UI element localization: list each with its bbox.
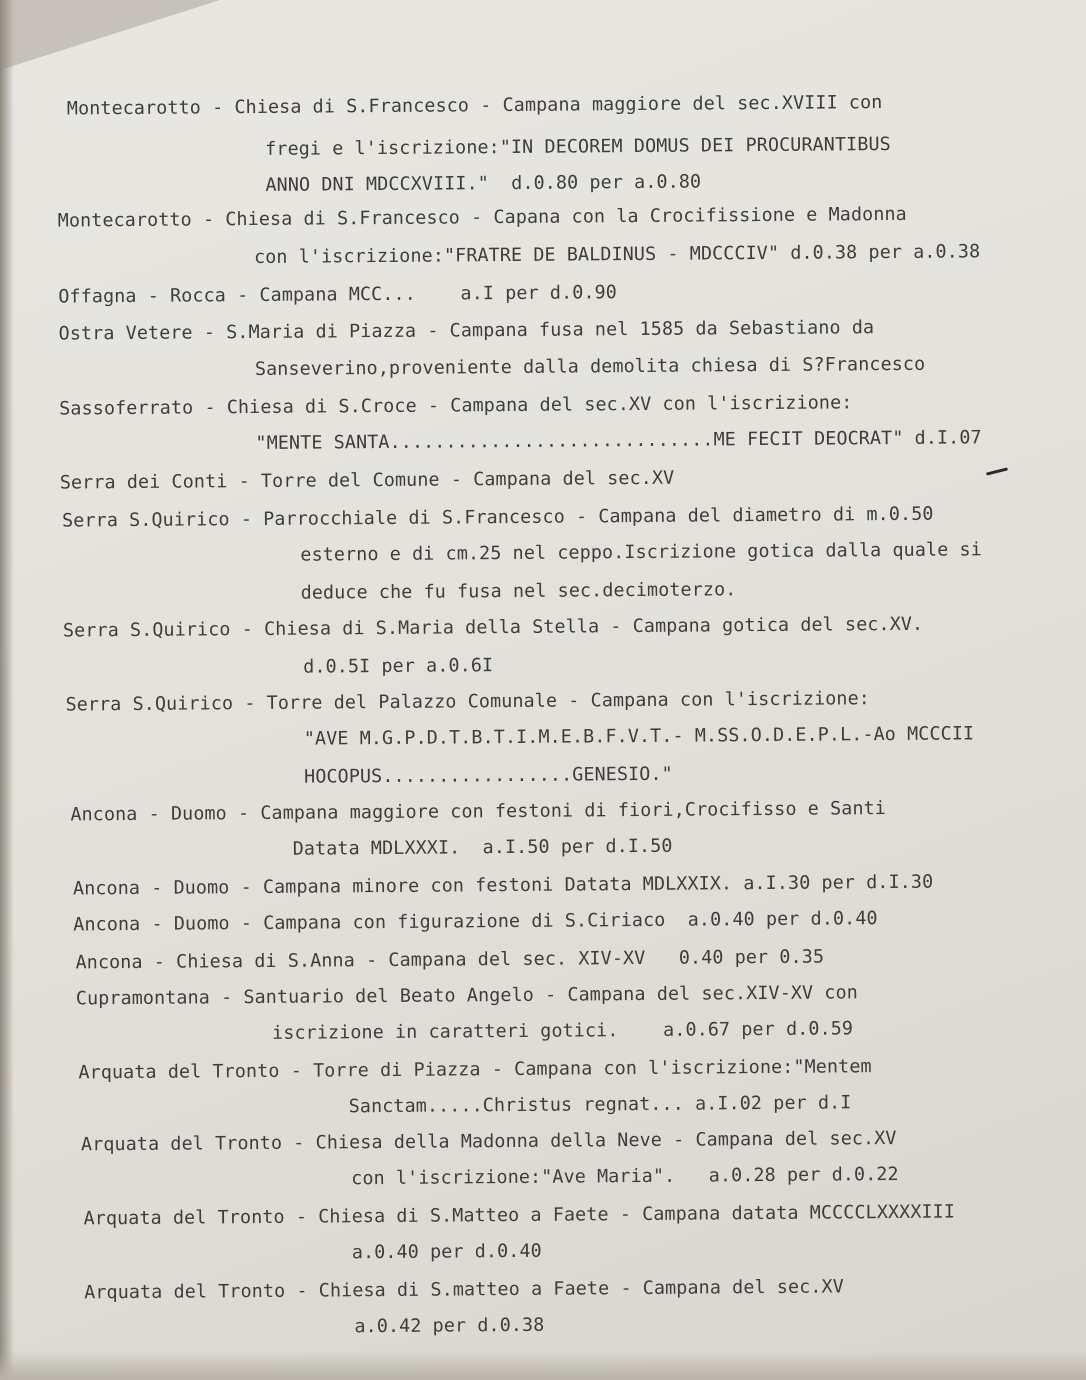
entry-line: a.0.42 per d.0.38 [354, 1314, 545, 1338]
entry-line: esterno e di cm.25 nel ceppo.Iscrizione gotica dalla quale si [300, 539, 982, 566]
entry-line: Montecarotto - Chiesa di S.Francesco - Campana maggiore del sec.XVIII con [66, 92, 883, 120]
entry-line: Serra S.Quirico - Torre del Palazzo Comunale - Campana con l'iscrizione: [65, 688, 870, 716]
entry-line: con l'iscrizione:"Ave Maria". a.0.28 per d.0.22 [351, 1163, 899, 1190]
entry-line: Cupramontana - Santuario del Beato Angelo - Campana del sec.XIV-XV con [75, 982, 858, 1010]
entry-line: Ancona - Chiesa di S.Anna - Campana del sec. XIV-XV 0.40 per 0.35 [75, 946, 825, 974]
entry-line: deduce che fu fusa nel sec.decimoterzo. [300, 579, 737, 604]
entry-line: ANNO DNI MDCCXVIII." d.0.80 per a.0.80 [265, 171, 702, 196]
entry-line: iscrizione in caratteri gotici. a.0.67 per d.0.59 [272, 1018, 854, 1044]
entry-line: Arquata del Tronto - Torre di Piazza - Campana con l'iscrizione:"Mentem [78, 1056, 872, 1084]
entry-line: Offagna - Rocca - Campana MCC... a.I per d.0.90 [58, 282, 618, 308]
entry-line: Ancona - Duomo - Campana maggiore con festoni di fiori,Crocifisso e Santi [70, 798, 887, 826]
entry-line: fregi e l'iscrizione:"IN DECOREM DOMUS DEI PROCURANTIBUS [265, 134, 891, 160]
entry-line: Ancona - Duomo - Campana con figurazione di S.Ciriaco a.0.40 per d.0.40 [73, 908, 878, 936]
entry-line: Serra S.Quirico - Chiesa di S.Maria della Stella - Campana gotica del sec.XV. [62, 613, 924, 642]
entry-line: HOCOPUS.................GENESIO." [304, 763, 673, 788]
entry-line: Serra S.Quirico - Parrocchiale di S.Francesco - Campana del diametro di m.0.50 [62, 503, 934, 532]
entry-line: Sanseverino,proveniente dalla demolita chiesa di S?Francesco [254, 353, 926, 381]
entry-line: Sanctam.....Christus regnat... a.I.02 per d.I [348, 1092, 852, 1118]
entry-line: Ancona - Duomo - Campana minore con festoni Datata MDLXXIX. a.I.30 per d.I.30 [72, 871, 934, 900]
entry-line: Datata MDLXXXI. a.I.50 per d.I.50 [292, 835, 673, 860]
entry-line: Sassoferrato - Chiesa di S.Croce - Campana del sec.XV con l'iscrizione: [59, 392, 853, 420]
entry-line: Montecarotto - Chiesa di S.Francesco - Capana con la Crocifissione e Madonna [57, 203, 907, 232]
entry-line: Arquata del Tronto - Chiesa di S.Matteo a Faete - Campana datata MCCCCLXXXXIII [83, 1201, 956, 1230]
entry-line: "AVE M.G.P.D.T.B.T.I.M.E.B.F.V.T.- M.SS.O.D.E.P.L.-Ao MCCCII [303, 723, 975, 750]
entry-line: "MENTE SANTA.............................ME FECIT DEOCRAT" d.I.07 [255, 427, 982, 455]
entry-line: d.0.5I per a.0.6I [303, 655, 494, 678]
entry-line: Serra dei Conti - Torre del Comune - Campana del sec.XV [59, 467, 675, 494]
entry-line: Ostra Vetere - S.Maria di Piazza - Campana fusa nel 1585 da Sebastiano da [58, 317, 875, 345]
entry-line: con l'iscrizione:"FRATRE DE BALDINUS - MDCCCIV" d.0.38 per a.0.38 [253, 241, 981, 269]
entry-line: Arquata del Tronto - Chiesa della Madonna della Neve - Campana del sec.XV [80, 1127, 897, 1156]
entry-line: Arquata del Tronto - Chiesa di S.matteo a Faete - Campana del sec.XV [84, 1276, 844, 1304]
entry-line: a.0.40 per d.0.40 [351, 1240, 542, 1264]
